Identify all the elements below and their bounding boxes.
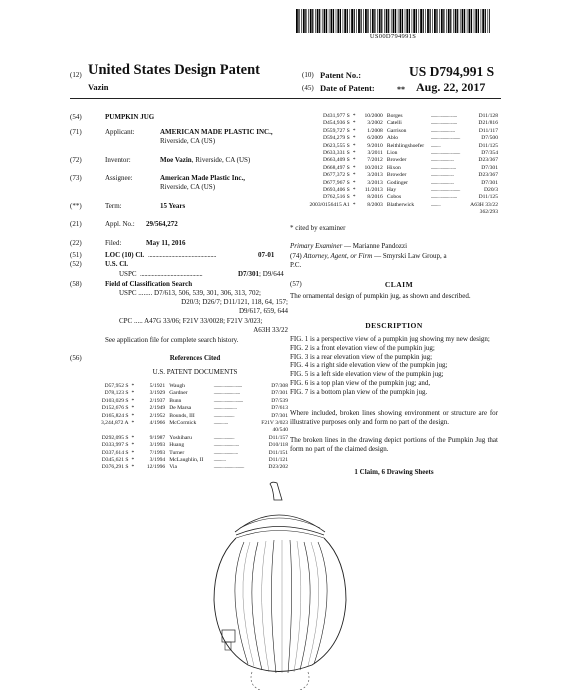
right-ref-row: [302, 150, 498, 157]
applicant-name: AMERICAN MADE PLASTIC INC.,: [160, 128, 273, 136]
ref-class: D7/613: [271, 405, 288, 412]
ref-dots: ........................: [430, 113, 457, 119]
ref-name: Bounds, III: [169, 412, 195, 419]
ref-date: 9/1987: [149, 434, 166, 441]
uscl-value-line: [238, 270, 284, 279]
uscl-code: (52): [70, 260, 82, 268]
right-ref-row: [302, 209, 498, 216]
ref-class: 40/540: [272, 427, 288, 434]
right-ref-row: [302, 113, 498, 120]
ref-class: D23/202: [268, 464, 288, 471]
ref-star: *: [131, 457, 135, 464]
right-ref-row: [302, 187, 498, 194]
ref-number: D559,727 S: [322, 127, 350, 134]
uscl-uspc-label: USPC: [119, 270, 137, 278]
left-ref-row: [92, 450, 288, 457]
ref-class: D7/301: [481, 179, 498, 186]
right-ref-row: [302, 202, 498, 209]
ref-star: *: [131, 390, 135, 397]
ref-class: D23/367: [478, 157, 498, 164]
header-divider: [70, 98, 501, 99]
ref-dots: .........: [430, 142, 441, 149]
attorney-label: Attorney, Agent, or Firm: [303, 252, 373, 260]
ref-date: 7/2012: [367, 157, 383, 164]
ref-name: Via: [169, 464, 177, 471]
ref-star: *: [131, 397, 135, 404]
ref-name: Hixon: [386, 164, 401, 171]
field-note: See application file for complete search history.: [105, 336, 239, 344]
fig-description-line: FIG. 3 is a rear elevation view of the pumpkin jug;: [290, 352, 433, 361]
ref-name: De Marsa: [169, 405, 192, 412]
attorney-name-line2: P.C.: [290, 261, 302, 269]
ref-number: D337,614 S: [101, 449, 129, 456]
ref-number: D623,555 S: [322, 142, 350, 149]
ref-star: *: [352, 150, 356, 157]
ref-name: Blatherwick: [386, 201, 415, 208]
ref-class: D11/157: [268, 434, 288, 441]
ref-dots: .....................: [213, 405, 237, 412]
ref-date: [140, 427, 169, 434]
refs-subtitle: U.S. PATENT DOCUMENTS: [152, 368, 238, 376]
code-10: (10): [302, 71, 314, 79]
date-stars: **: [397, 85, 405, 94]
ref-number: D345,621 S: [101, 457, 129, 464]
ref-name: Yoshiharu: [169, 434, 192, 441]
ref-class: D11/121: [268, 457, 288, 464]
ref-dots: ...........................: [213, 397, 244, 404]
ref-dots: ..........................: [213, 383, 243, 389]
ref-name: Browder: [386, 172, 407, 179]
ref-number: D57,952 S: [104, 383, 129, 389]
field-uspc-line2: D20/3; D26/7; D11/121, 118, 64, 157;: [181, 298, 288, 306]
title-code: (54): [70, 113, 82, 121]
ref-class: D20/3: [484, 187, 498, 194]
assignee-location: Riverside, CA (US): [160, 183, 216, 191]
field-code: (58): [70, 280, 82, 288]
ref-dots: ...........................: [430, 150, 461, 157]
right-ref-row: [302, 135, 498, 142]
description-title: DESCRIPTION: [365, 321, 423, 330]
field-cpc-line2: A63H 33/22: [253, 326, 288, 334]
ref-dots: [213, 427, 253, 434]
patent-type: United States Design Patent: [88, 62, 260, 78]
ref-class: D7/539: [271, 397, 288, 404]
ref-name: [169, 427, 213, 434]
ref-class: D7/301: [481, 164, 498, 171]
assignee-code: (73): [70, 174, 82, 182]
term-label: Term:: [105, 202, 122, 210]
ref-class: D7/308: [271, 383, 288, 389]
ref-date: 8/2016: [367, 194, 383, 201]
examiner-label: Primary Examiner: [290, 242, 343, 250]
ref-number: D633,331 S: [322, 150, 350, 157]
right-ref-row: [302, 172, 498, 179]
left-ref-row: [92, 457, 288, 464]
right-ref-row: [302, 128, 498, 135]
ref-date: 12/1996: [146, 464, 166, 471]
ref-date: 3/1929: [149, 390, 166, 397]
ref-name: Huang: [169, 442, 185, 449]
patent-no-label: Patent No.:: [320, 70, 362, 80]
appl-label: Appl. No.:: [105, 220, 135, 228]
ref-name: Borges: [386, 113, 403, 119]
ref-date: 3/1993: [149, 442, 166, 449]
ref-name: Catelli: [386, 120, 402, 127]
barcode-image: [296, 9, 490, 33]
cited-by-examiner-note: * cited by examiner: [290, 224, 346, 232]
ref-star: *: [352, 201, 356, 208]
us-patent-references-table-cont: [302, 113, 498, 217]
left-ref-row: [92, 390, 288, 397]
ref-name: Ablo: [386, 135, 399, 142]
fig-description-line: FIG. 2 is a front elevation view of the pumpkin jug;: [290, 343, 435, 352]
date-label: Date of Patent:: [320, 83, 375, 93]
examiner-name: — Marianne Pandozzi: [342, 242, 408, 250]
ref-star: *: [131, 412, 135, 419]
design-title: PUMPKIN JUG: [105, 113, 155, 121]
attorney-name: — Smyrski Law Group, a: [372, 252, 447, 260]
ref-class: D23/367: [478, 172, 498, 179]
uscl-extra: ; D9/644: [259, 270, 284, 278]
ref-star: *: [352, 194, 356, 201]
ref-date: 6/2009: [367, 135, 383, 142]
ref-date: 3/1994: [149, 457, 166, 464]
loc-code: (51): [70, 251, 82, 259]
ref-number: D431,977 S: [322, 113, 350, 119]
fig-description-line: FIG. 1 is a perspective view of a pumpkin jug showing my new design;: [290, 335, 490, 343]
field-uspc-line3: D9/617, 659, 644: [239, 307, 288, 315]
ref-date: 5/1921: [149, 383, 166, 389]
inventor-value: [160, 156, 250, 165]
inventor-name: Moe Vazin: [160, 156, 192, 164]
ref-star: *: [131, 405, 135, 412]
ref-star: *: [352, 179, 356, 186]
ref-star: *: [352, 135, 356, 142]
ref-number: D78,123 S: [104, 390, 129, 397]
fig-description-line: FIG. 7 is a bottom plan view of the pumpkin jug.: [290, 387, 428, 396]
left-ref-row: [92, 398, 288, 405]
ref-star: *: [131, 383, 135, 389]
left-ref-row: [92, 413, 288, 420]
applicant-label: Applicant:: [105, 128, 135, 136]
ref-date: 11/2013: [364, 187, 383, 194]
loc-label: LOC (10) Cl.: [105, 251, 145, 259]
ref-date: 3/2013: [367, 172, 383, 179]
field-uspc-line1: USPC ........ D7/613, 506, 539, 301, 306, 313, 702;: [119, 289, 261, 297]
ref-star: *: [131, 464, 135, 471]
ref-number: D594,279 S: [322, 135, 350, 142]
ref-name: [387, 209, 431, 216]
ref-dots: ...........................: [430, 187, 461, 194]
drawing-sheets-count: 1 Claim, 6 Drawing Sheets: [354, 468, 434, 476]
document-number: US00D794991S: [369, 33, 417, 40]
right-ref-row: [302, 180, 498, 187]
ref-class: D21/816: [478, 120, 498, 127]
ref-name: Turner: [169, 449, 185, 456]
ref-class: D7/354: [481, 150, 498, 157]
uscl-label: U.S. Cl.: [105, 260, 128, 268]
ref-number: D292,095 S: [101, 434, 129, 441]
primary-examiner-line: [290, 242, 407, 251]
ref-name: Hay: [386, 187, 397, 194]
left-ref-row: [92, 383, 288, 390]
right-ref-row: [302, 120, 498, 127]
ref-name: Lion: [386, 150, 398, 157]
ref-class: D11/151: [268, 449, 288, 456]
term-code: (**): [70, 202, 82, 210]
ref-date: 8/2003: [367, 201, 383, 208]
inventor-code: (72): [70, 156, 82, 164]
claim-code: (57): [290, 280, 302, 288]
right-ref-row: [302, 143, 498, 150]
ref-number: [92, 427, 132, 434]
ref-star: *: [352, 157, 356, 164]
ref-dots: .............: [213, 420, 228, 427]
refs-title: References Cited: [169, 354, 221, 362]
ref-dots: .....................: [430, 157, 454, 164]
left-ref-row: [92, 427, 288, 434]
ref-name: Cobos: [386, 194, 402, 201]
ref-star: *: [131, 420, 135, 427]
refs-code: (56): [70, 354, 82, 362]
ref-dots: ......................: [430, 127, 455, 134]
applicant-location: Riverside, CA (US): [160, 137, 216, 145]
ref-date: 3/2013: [367, 179, 383, 186]
code-45: (45): [302, 84, 314, 92]
ref-star: *: [131, 434, 135, 441]
patent-number: US D794,991 S: [409, 64, 495, 79]
inventor-label: Inventor:: [105, 156, 131, 164]
ref-number: D693,406 S: [322, 187, 350, 194]
ref-date: 2/1952: [149, 412, 166, 419]
description-broken-lines-note: Where included, broken lines showing environment or structure are for illustrative purposes only and form no part of the design.: [290, 409, 498, 426]
ref-class: F21V 3/023: [261, 420, 288, 427]
ref-name: Bunn: [169, 397, 182, 404]
ref-number: D668,497 S: [322, 164, 350, 171]
ref-name: Godinger: [386, 179, 408, 186]
ref-star: *: [352, 164, 356, 171]
ref-class: D11/125: [478, 142, 498, 149]
left-ref-row: [92, 405, 288, 412]
ref-dots: ...........: [213, 457, 226, 464]
ref-name: Garrison: [386, 127, 407, 134]
ref-number: D152,676 S: [101, 405, 129, 412]
description-broken-lines-claim: The broken lines in the drawing depict portions of the Pumpkin Jug that form no part of the claimed design.: [290, 436, 498, 453]
inventor-surname: Vazin: [88, 82, 109, 92]
ref-class: D10/118: [268, 442, 288, 449]
ref-number: D376,291 S: [101, 464, 129, 471]
ref-number: [302, 209, 353, 216]
ref-class: D7/301: [271, 390, 288, 397]
applicant-code: (71): [70, 128, 82, 136]
field-label: Field of Classification Search: [105, 280, 193, 288]
left-ref-row: [92, 420, 288, 427]
inventor-location: , Riverside, CA (US): [191, 156, 251, 164]
loc-value: 07-01: [258, 251, 275, 259]
claim-text: The ornamental design of pumpkin jug, as shown and described.: [290, 292, 471, 300]
appl-code: (21): [70, 220, 82, 228]
description-fig-list: [290, 335, 498, 397]
patent-date: Aug. 22, 2017: [416, 80, 486, 94]
ref-class: D11/117: [478, 127, 498, 134]
ref-name: Gardner: [169, 390, 188, 397]
ref-class: D11/125: [478, 194, 498, 201]
ref-number: D103,029 S: [101, 397, 129, 404]
pumpkin-jug-drawing: [200, 480, 360, 690]
term-value: 15 Years: [160, 202, 186, 210]
us-patent-references-table: [92, 383, 288, 472]
attorney-code: (74): [290, 252, 302, 260]
ref-dots: .........: [430, 201, 441, 208]
left-ref-row: [92, 442, 288, 449]
ref-date: 2/1937: [149, 397, 166, 404]
ref-date: 10/2012: [364, 164, 383, 171]
ref-class: 362/293: [479, 209, 498, 216]
ref-name: Browder: [386, 157, 407, 164]
ref-dots: ...................: [213, 412, 235, 419]
ref-dots: ........................: [213, 390, 240, 397]
uscl-dots: ...........................................: [140, 270, 203, 278]
filed-date: May 11, 2016: [146, 239, 186, 247]
ref-dots: [431, 209, 466, 216]
ref-number: 2003/0156415 A1: [309, 201, 350, 208]
fig-description-line: FIG. 4 is a right side elevation view of the pumpkin jug;: [290, 361, 448, 370]
ref-date: 1/2008: [367, 127, 383, 134]
assignee-name: American Made Plastic Inc.,: [160, 174, 245, 182]
ref-date: 10/2000: [364, 113, 383, 119]
ref-number: D165,824 S: [101, 412, 129, 419]
ref-number: D454,936 S: [322, 120, 350, 127]
ref-class: D7/500: [481, 135, 498, 142]
ref-date: 9/2010: [367, 142, 383, 149]
ref-dots: ........................: [430, 120, 457, 127]
right-ref-row: [302, 194, 498, 201]
ref-name: McCormick: [169, 420, 197, 427]
claim-title: CLAIM: [384, 280, 414, 289]
ref-number: D677,967 S: [322, 179, 350, 186]
ref-star: *: [352, 113, 356, 119]
ref-class: D7/301: [271, 412, 288, 419]
ref-star: [132, 427, 141, 434]
ref-dots: .......................: [430, 164, 456, 171]
ref-date: 3/2011: [367, 150, 383, 157]
ref-dots: ............................: [213, 464, 245, 471]
ref-date: 2/1949: [149, 405, 166, 412]
ref-name: Reithlingshoefer: [386, 142, 425, 149]
left-ref-row: [92, 464, 288, 471]
ref-dots: ......................: [213, 449, 238, 456]
ref-dots: ...........................: [430, 135, 461, 142]
ref-number: D762,516 S: [322, 194, 350, 201]
fig-description-line: FIG. 6 is a top plan view of the pumpkin jug; and,: [290, 378, 431, 387]
ref-star: *: [352, 142, 356, 149]
ref-star: *: [131, 449, 135, 456]
fig-description-line: FIG. 5 is a left side elevation view of the pumpkin jug;: [290, 370, 444, 379]
code-12: (12): [70, 71, 82, 79]
right-ref-row: [302, 157, 498, 164]
field-cpc-line1: CPC ..... A47G 33/06; F21V 33/0028; F21V 3/023;: [119, 317, 263, 325]
ref-star: *: [131, 442, 135, 449]
ref-star: *: [352, 127, 356, 134]
ref-dots: .....................: [430, 172, 454, 179]
ref-star: [353, 209, 361, 216]
ref-dots: ...................: [213, 434, 235, 441]
ref-date: 7/1993: [149, 449, 166, 456]
ref-star: *: [352, 120, 356, 127]
loc-dots: ...............................................: [148, 251, 217, 259]
ref-name: Waugh: [169, 383, 185, 389]
ref-date: [361, 209, 387, 216]
assignee-label: Assignee:: [105, 174, 133, 182]
ref-dots: .....................: [430, 179, 454, 186]
ref-star: *: [352, 187, 356, 194]
filed-label: Filed:: [105, 239, 122, 247]
ref-class: A63H 33/22: [470, 201, 498, 208]
ref-number: D663,409 S: [322, 157, 350, 164]
ref-star: *: [352, 172, 356, 179]
uscl-value: D7/301: [238, 270, 259, 278]
filed-code: (22): [70, 239, 82, 247]
ref-date: 4/1966: [149, 420, 166, 427]
right-ref-row: [302, 165, 498, 172]
ref-number: D677,372 S: [322, 172, 350, 179]
ref-number: 3,244,872 A: [100, 420, 129, 427]
ref-name: McLaughlin, II: [169, 457, 204, 464]
left-ref-row: [92, 435, 288, 442]
attorney-line: [290, 252, 447, 261]
appl-number: 29/564,272: [146, 220, 178, 228]
ref-dots: ........................: [430, 194, 457, 201]
ref-class: D11/128: [478, 113, 498, 119]
ref-date: 3/2002: [367, 120, 383, 127]
ref-dots: .......................: [213, 442, 239, 449]
ref-number: D333,997 S: [101, 442, 129, 449]
